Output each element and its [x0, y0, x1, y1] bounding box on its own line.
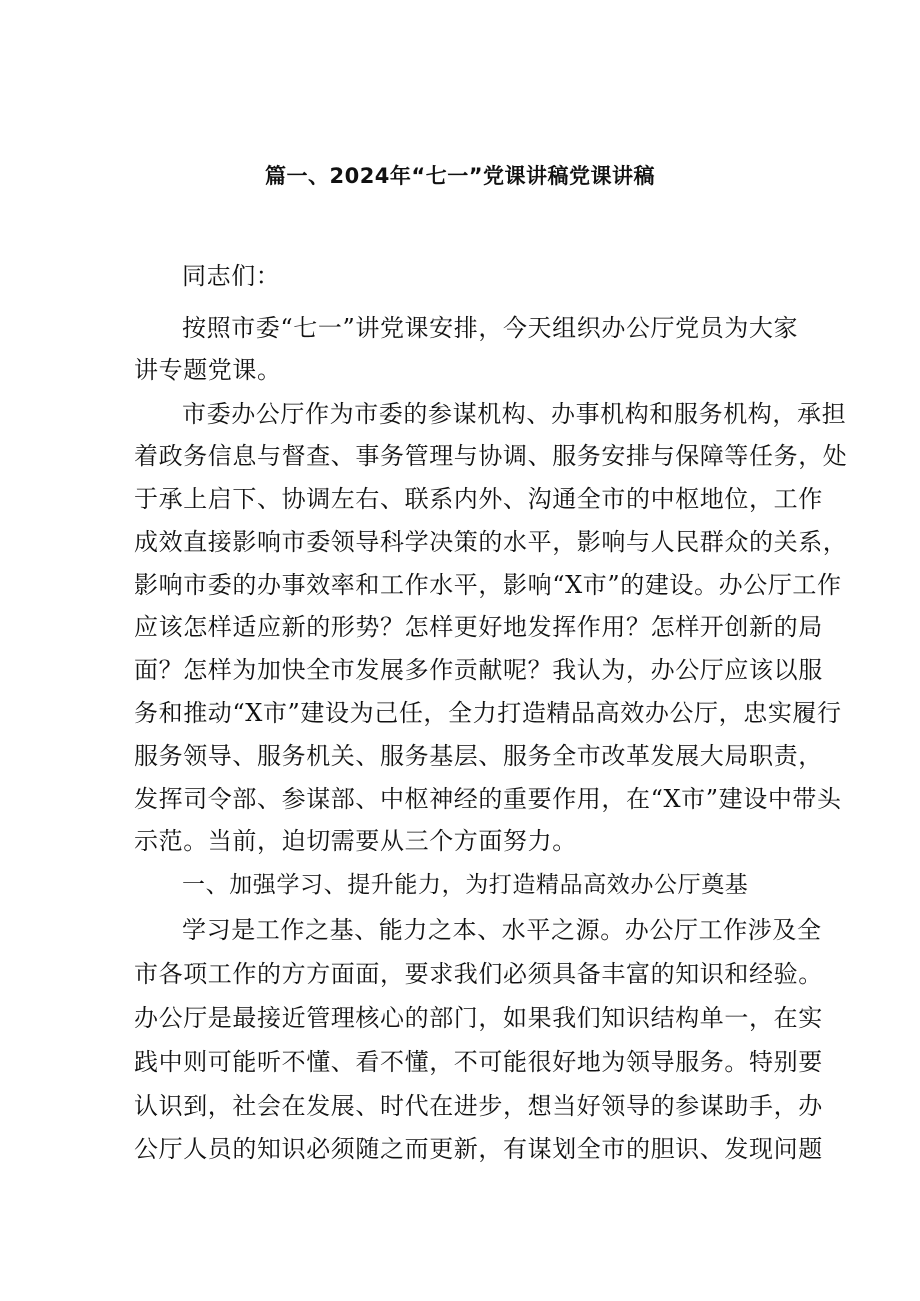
paragraph-line: 办公厅是最接近管理核心的部门，如果我们知识结构单一，在实	[134, 1004, 823, 1032]
paragraph-line: 于承上启下、协调左右、联系内外、沟通全市的中枢地位，工作	[134, 485, 823, 513]
paragraph-line: 践中则可能听不懂、看不懂，不可能很好地为领导服务。特别要	[134, 1048, 823, 1076]
section-heading: 一、加强学习、提升能力，为打造精品高效办公厅奠基	[182, 872, 749, 898]
paragraph-line: 服务领导、服务机关、服务基层、服务全市改革发展大局职责，	[134, 742, 823, 770]
paragraph-line: 面？怎样为加快全市发展多作贡献呢？我认为，办公厅应该以服	[134, 656, 823, 684]
paragraph-line: 按照市委“七一”讲党课安排，今天组织办公厅党员为大家	[182, 314, 799, 342]
paragraph-line: 着政务信息与督查、事务管理与协调、服务安排与保障等任务，处	[134, 442, 848, 470]
paragraph-line: 影响市委的办事效率和工作水平，影响“X市”的建设。办公厅工作	[134, 571, 842, 599]
paragraph-line: 成效直接影响市委领导科学决策的水平，影响与人民群众的关系，	[134, 528, 848, 556]
paragraph-line: 市委办公厅作为市委的参谋机构、办事机构和服务机构，承担	[182, 400, 847, 428]
paragraph-line: 应该怎样适应新的形势？怎样更好地发挥作用？怎样开创新的局	[134, 613, 823, 641]
paragraph-line: 讲专题党课。	[134, 356, 282, 384]
paragraph-line: 认识到，社会在发展、时代在进步，想当好领导的参谋助手，办	[134, 1092, 823, 1120]
paragraph-line: 务和推动“X市”建设为己任，全力打造精品高效办公厅，忠实履行	[134, 699, 842, 727]
paragraph-line: 学习是工作之基、能力之本、水平之源。办公厅工作涉及全	[182, 916, 822, 944]
paragraph-line: 示范。当前，迫切需要从三个方面努力。	[134, 827, 577, 855]
paragraph-line: 公厅人员的知识必须随之而更新，有谋划全市的胆识、发现问题	[134, 1135, 823, 1163]
paragraph-line: 市各项工作的方方面面，要求我们必须具备丰富的知识和经验。	[134, 960, 823, 988]
salutation: 同志们：	[182, 262, 281, 290]
paragraph-line: 发挥司令部、参谋部、中枢神经的重要作用，在“X市”建设中带头	[134, 785, 842, 813]
document-title: 篇一、2024年“七一”党课讲稿党课讲稿	[264, 164, 656, 188]
